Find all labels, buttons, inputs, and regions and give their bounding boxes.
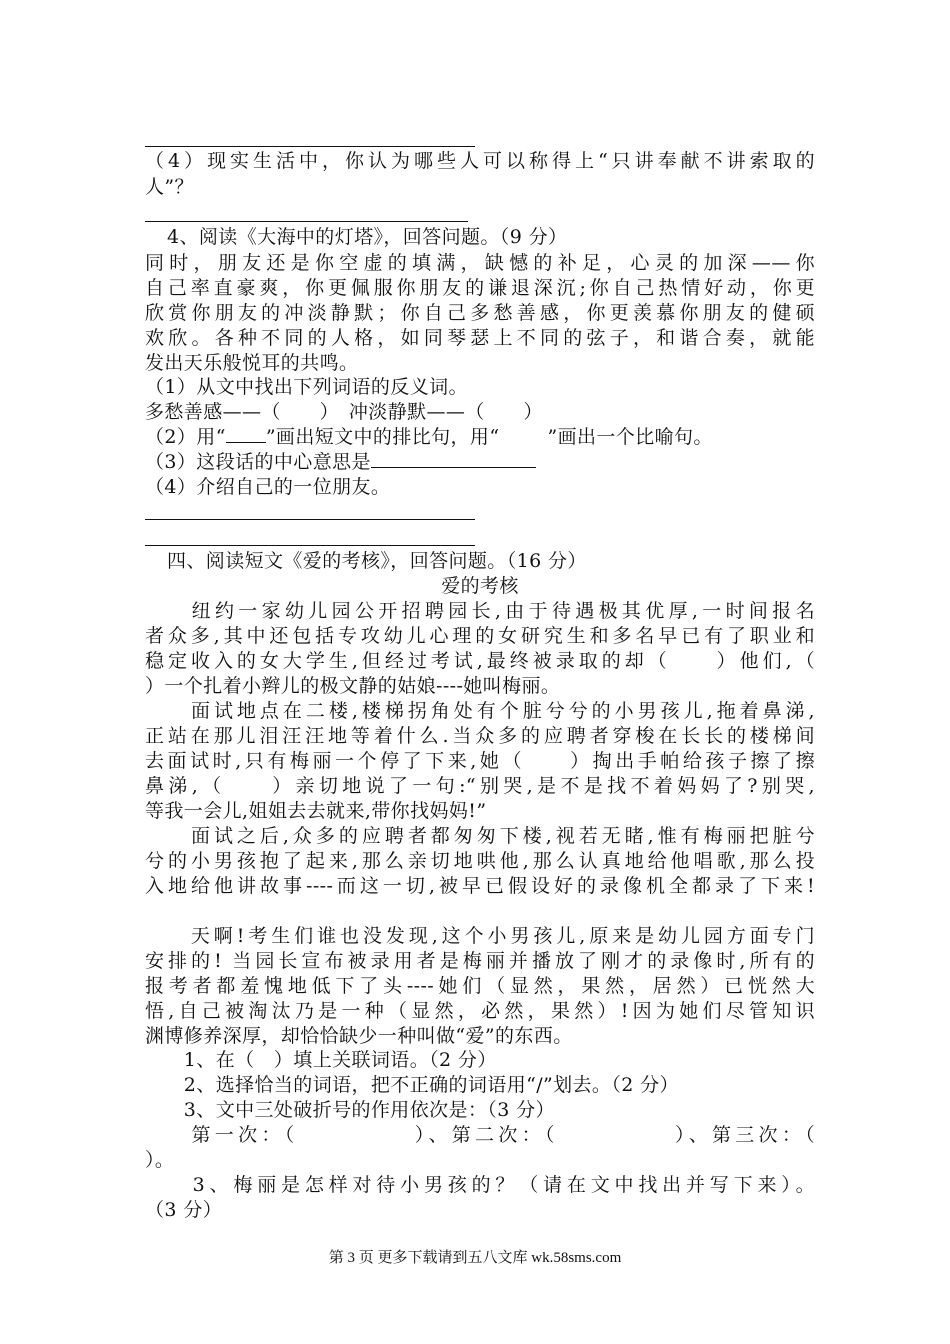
- passage-title: 爱的考核: [441, 575, 519, 597]
- underline-sample: [226, 424, 266, 443]
- question-text: （4）介绍自己的一位朋友。: [145, 476, 391, 498]
- page-footer: 第 3 页 更多下载请到五八文库 wk.58sms.com: [328, 1250, 622, 1266]
- passage-line: 鼻涕,（ ）亲切地说了一句:“别哭,是不是找不着妈妈了?别哭,: [145, 775, 815, 797]
- question-text: 2、选择恰当的词语，把不正确的词语用“/”划去。（2 分）: [145, 1074, 679, 1096]
- question-heading: 4、阅读《大海中的灯塔》，回答问题。（9 分）: [167, 226, 568, 248]
- section-heading: 四、阅读短文《爱的考核》，回答问题。（16 分）: [167, 550, 587, 572]
- question-text: （1）从文中找出下列词语的反义词。: [145, 376, 468, 398]
- answer-line: [145, 146, 475, 147]
- passage-line: ）一个扎着小辫儿的极文静的姑娘----她叫梅丽。: [145, 675, 561, 697]
- passage-line: 悟,自己被淘汰乃是一种（显然，必然，果然）!因为她们尽管知识: [145, 1000, 815, 1022]
- passage-line: 渊博修养深厚，却恰恰缺少一种叫做“爱”的东西。: [145, 1025, 573, 1047]
- answer-line: [145, 545, 475, 546]
- question-text: （3 分）: [145, 1199, 223, 1221]
- passage-line: 安排的! 当园长宣布被录用者是梅丽并播放了刚才的录像时,所有的: [145, 950, 815, 972]
- passage-line: 天啊!考生们谁也没发现,这个小男孩儿,原来是幼儿园方面专门: [145, 925, 815, 947]
- question-text: 3、梅丽是怎样对待小男孩的？（请在文中找出并写下来）。: [145, 1174, 815, 1196]
- passage-line: 等我一会儿,姐姐去去就来,带你找妈妈!”: [145, 800, 487, 822]
- passage-line: 正站在那儿泪汪汪地等着什么.当众多的应聘者穿梭在长长的楼梯间: [145, 725, 815, 747]
- passage-line: 自己率直豪爽，你更佩服你朋友的谦退深沉;你自己热情好动，你更: [145, 277, 815, 299]
- answer-blank[interactable]: [371, 449, 536, 468]
- passage-line: 发出天乐般悦耳的共鸣。: [145, 352, 359, 374]
- passage-line: 欢欣。各种不同的人格，如同琴瑟上不同的弦子，和谐合奏，就能: [145, 327, 815, 349]
- passage-line: 面试地点在二楼,楼梯拐角处有个脏兮兮的小男孩儿,拖着鼻涕,: [145, 700, 815, 722]
- answer-line: [145, 221, 468, 222]
- answer-line: [145, 519, 475, 520]
- passage-line: 兮的小男孩抱了起来,那么亲切地哄他,那么认真地给他唱歌,那么投: [145, 850, 815, 872]
- question-text: 人”？: [145, 176, 194, 198]
- passage-line: 稳定收入的女大学生,但经过考试,最终被录取的却（ ）他们,（: [145, 650, 815, 672]
- passage-line: 者众多,其中还包括专攻幼儿心理的女研究生和多名早已有了职业和: [145, 625, 815, 647]
- passage-line: 同时，朋友还是你空虚的填满，缺憾的补足，心灵的加深——你: [145, 252, 815, 274]
- passage-line: 入地给他讲故事----而这一切,被早已假设好的录像机全都录了下来!: [145, 875, 815, 897]
- question-text: 第一次：（ ）、第二次：（ ）、第三次：（: [145, 1124, 815, 1146]
- question-text: （4）现实生活中，你认为哪些人可以称得上“只讲奉献不讲索取的: [145, 150, 815, 172]
- passage-line: 欣赏你朋友的冲淡静默；你自己多愁善感，你更羡慕你朋友的健硕: [145, 302, 815, 324]
- question-text: （2）用“ ”画出短文中的排比句，用“ ”画出一个比喻句。: [145, 426, 713, 448]
- question-text: （3）这段话的中心意思是: [145, 449, 815, 475]
- question-text: 1、在（ ）填上关联词语。（2 分）: [145, 1049, 497, 1071]
- wavy-underline-sample: [499, 427, 547, 443]
- passage-line: 纽约一家幼儿园公开招聘园长,由于待遇极其优厚,一时间报名: [145, 600, 815, 622]
- question-text: ）。: [145, 1149, 175, 1171]
- passage-line: 面试之后,众多的应聘者都匆匆下楼,视若无睹,惟有梅丽把脏兮: [145, 825, 815, 847]
- passage-line: 去面试时,只有梅丽一个停了下来,她（ ）掏出手帕给孩子擦了擦: [145, 750, 815, 772]
- question-text: 3、文中三处破折号的作用依次是：（3 分）: [145, 1099, 555, 1121]
- question-text: 多愁善感——（ ） 冲淡静默——（ ）: [145, 401, 543, 423]
- passage-line: 报考者都羞愧地低下了头----她们（显然，果然，居然）已恍然大: [145, 975, 815, 997]
